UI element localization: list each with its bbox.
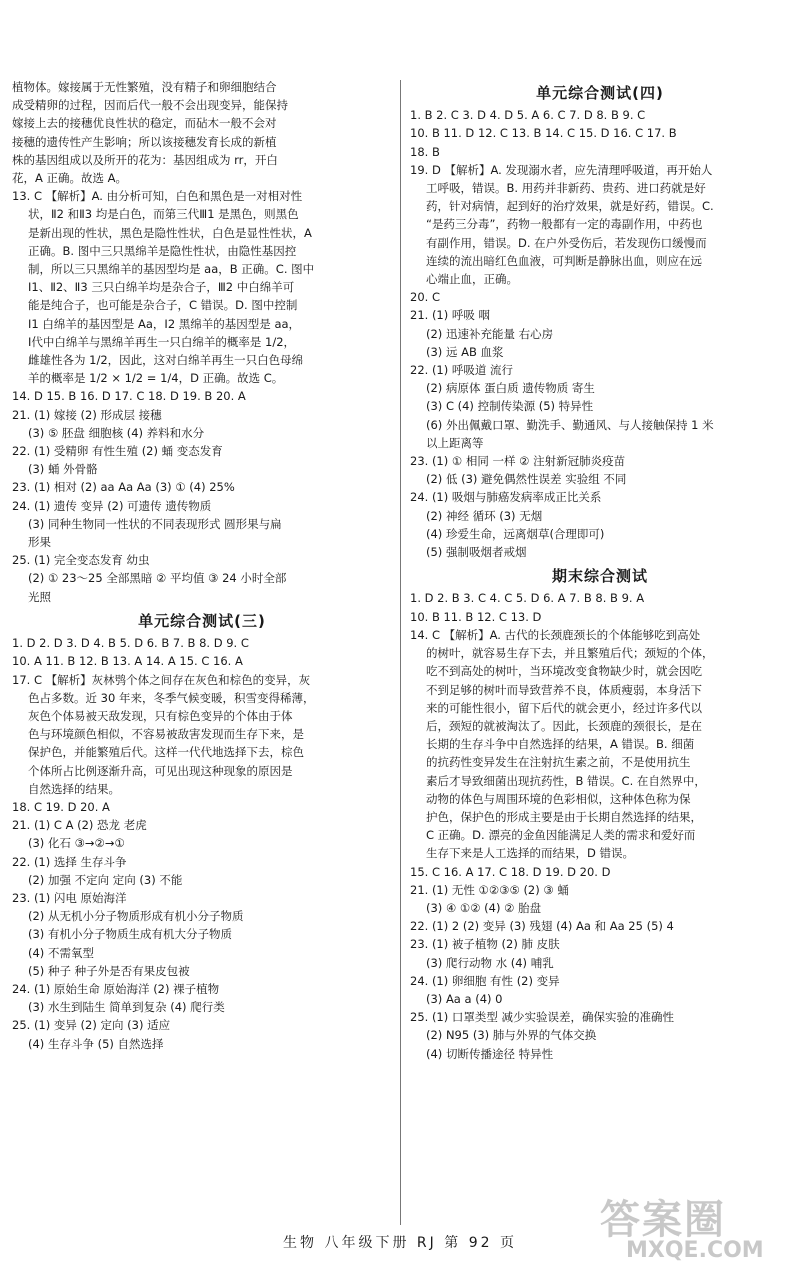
answer-line: (2) 加强 不定向 定向 (3) 不能 (28, 872, 183, 887)
answer-line: 24. (1) 遗传 变异 (2) 可遗传 遗传物质 (12, 498, 212, 513)
answer-line: 24. (1) 卵细胞 有性 (2) 变异 (410, 973, 560, 988)
answer-line: 25. (1) 口罩类型 减少实验误差，确保实验的准确性 (410, 1010, 675, 1025)
answer-line: Ⅰ1 白绵羊的基因型是 Aa，Ⅰ2 黑绵羊的基因型是 aa， (28, 316, 301, 331)
answer-line: C 正确。D. 漂亮的金鱼因能满足人类的需求和爱好而 (426, 828, 696, 843)
answer-line: 正确。B. 图中三只黑绵羊是隐性性状，由隐性基因控 (28, 243, 297, 258)
section-heading: 单元综合测试(四) (536, 84, 664, 102)
answer-line: 嫁接上去的接穗优良性状的稳定，而砧木一般不会对 (12, 116, 277, 131)
answer-line: 10. A 11. B 12. B 13. A 14. A 15. C 16. A (12, 654, 243, 669)
answer-line: (3) Aa a (4) 0 (426, 991, 503, 1006)
answer-line: 的树叶，就容易生存下去，并且繁殖后代；颈短的个体， (426, 646, 714, 661)
answer-line: (3) 同种生物同一性状的不同表现形式 圆形果与扁 (28, 516, 282, 531)
answer-line: Ⅰ1、Ⅱ2、Ⅱ3 三只白绵羊均是杂合子，Ⅲ2 中白绵羊可 (28, 280, 295, 295)
answer-line: 25. (1) 变异 (2) 定向 (3) 适应 (12, 1018, 171, 1033)
answer-line: 素后才导致细菌出现抗药性，B 错误。C. 在自然界中， (426, 773, 706, 788)
answer-line: 24. (1) 吸烟与肺癌发病率成正比关系 (410, 490, 602, 505)
answer-line: 15. C 16. A 17. C 18. D 19. D 20. D (410, 864, 611, 879)
answer-line: 21. (1) 无性 ①②③⑤ (2) ③ 蛹 (410, 882, 569, 897)
answer-line: 植物体。嫁接属于无性繁殖，没有精子和卵细胞结合 (12, 80, 277, 94)
answer-line: 21. (1) C A (2) 恐龙 老虎 (12, 818, 147, 833)
answer-line: 18. B (410, 144, 440, 159)
answer-line: 来的可能性很小，留下后代的就会更小，经过许多代以 (426, 700, 702, 715)
watermark-logo-text: 答案圈 (600, 1196, 726, 1243)
answer-line: 10. B 11. B 12. C 13. D (410, 609, 542, 624)
answer-line: 21. (1) 呼吸 咽 (410, 308, 491, 323)
answer-line: “是药三分毒”，药物一般都有一定的毒副作用，中药也 (426, 217, 703, 232)
answer-line: 动物的体色与周围环境的色彩相似，这种体色称为保 (426, 791, 691, 806)
left-column (12, 78, 392, 1053)
answer-line: (2) N95 (3) 肺与外界的气体交换 (426, 1028, 597, 1043)
answer-line: 个体所占比例逐渐升高，可见出现这种现象的原因是 (28, 763, 293, 778)
answer-line: (3) ④ ①② (4) ② 胎盘 (426, 900, 542, 915)
answer-line: (3) 有机小分子物质生成有机大分子物质 (28, 927, 232, 942)
answer-line: 1. D 2. D 3. D 4. B 5. D 6. B 7. B 8. D 9. C (12, 636, 249, 651)
answer-line: (4) 切断传播途径 特异性 (426, 1046, 554, 1061)
answer-line: 工呼吸，错误。B. 用药并非新药、贵药、进口药就是好 (426, 181, 706, 196)
answer-line: (3) 爬行动物 水 (4) 哺乳 (426, 955, 554, 970)
answer-line: 护色，保护色的形成主要是由于长期自然选择的结果， (426, 809, 702, 824)
answer-line: 状，Ⅱ2 和Ⅱ3 均是白色，而第三代Ⅲ1 是黑色，则黑色 (28, 207, 299, 222)
answer-line: 19. D 【解析】A. 发现溺水者，应先清理呼吸道，再开始人 (410, 162, 713, 177)
answer-line: 成受精卵的过程，因而后代一般不会出现变异，能保持 (12, 98, 288, 113)
watermark-logo (590, 1188, 790, 1268)
page-footer: 生物 八年级下册 RJ 第 92 页 (283, 1235, 517, 1251)
answer-line: 22. (1) 2 (2) 变异 (3) 残翅 (4) Aa 和 Aa 25 (5) 4 (410, 919, 674, 934)
answer-line: 23. (1) 相对 (2) aa Aa Aa (3) ① (4) 25% (12, 480, 235, 495)
answer-line: (2) 从无机小分子物质形成有机小分子物质 (28, 909, 244, 924)
answer-line: 色占多数。近 30 年来，冬季气候变暖，积雪变得稀薄， (28, 690, 315, 705)
answer-line: 有副作用，错误。D. 在户外受伤后，若发现伤口缓慢而 (426, 235, 707, 250)
answer-line: (3) 远 AB 血浆 (426, 344, 504, 359)
answer-line: (3) 水生到陆生 简单到复杂 (4) 爬行类 (28, 1000, 225, 1015)
answer-line: (5) 种子 种子外是否有果皮包被 (28, 963, 190, 978)
answer-line: 保护色，并能繁殖后代。这样一代代地选择下去，棕色 (28, 745, 304, 760)
answer-line: (3) C (4) 控制传染源 (5) 特异性 (426, 399, 594, 414)
answer-line: 羊的概率是 1/2 × 1/2 = 1/4，D 正确。故选 C。 (28, 371, 284, 386)
answer-line: 22. (1) 呼吸道 流行 (410, 363, 514, 378)
right-column (410, 78, 790, 1063)
answer-line: (5) 强制吸烟者戒烟 (426, 545, 527, 560)
answer-line: 25. (1) 完全变态发育 幼虫 (12, 553, 150, 568)
answer-line: 生存下来是人工选择的而结果，D 错误。 (426, 846, 635, 861)
answer-line: 14. D 15. B 16. D 17. C 18. D 19. B 20. A (12, 389, 246, 404)
answer-line: 光照 (28, 589, 51, 604)
answer-line: 形果 (28, 535, 51, 550)
answer-line: (2) 迅速补充能量 右心房 (426, 326, 554, 341)
answer-line: 制，所以三只黑绵羊的基因型均是 aa，B 正确。C. 图中 (28, 262, 315, 277)
answer-line: Ⅰ代中白绵羊与黑绵羊再生一只白绵羊的概率是 1/2， (28, 334, 296, 349)
answer-line: 1. D 2. B 3. C 4. C 5. D 6. A 7. B 8. B 9. A (410, 591, 645, 606)
answer-line: 22. (1) 受精卵 有性生殖 (2) 蛹 变态发育 (12, 444, 223, 459)
answer-line: 接穗的遗传性产生影响；所以该接穗发育长成的新植 (12, 134, 277, 149)
answer-line: 23. (1) ① 相同 一样 ② 注射新冠肺炎疫苗 (410, 454, 626, 469)
answer-line: 后，颈短的就被淘汰了。因此，长颈鹿的颈很长，是在 (426, 718, 702, 733)
answer-line: 灰色个体易被天敌发现，只有棕色变异的个体由于体 (28, 708, 293, 723)
answer-line: 10. B 11. D 12. C 13. B 14. C 15. D 16. C 17. B (410, 126, 677, 141)
answer-line: 23. (1) 闪电 原始海洋 (12, 890, 127, 905)
answer-line: 长期的生存斗争中自然选择的结果，A 错误。B. 细菌 (426, 737, 695, 752)
answer-line: 22. (1) 选择 生存斗争 (12, 854, 127, 869)
answer-line: 以上距离等 (426, 435, 484, 450)
answer-line: (2) 神经 循环 (3) 无烟 (426, 508, 543, 523)
answer-line: 18. C 19. D 20. A (12, 799, 110, 814)
answer-line: (4) 不需氧型 (28, 945, 94, 960)
section-heading: 单元综合测试(三) (138, 611, 266, 630)
answer-line: (3) 化石 ③→②→① (28, 836, 125, 851)
answer-line: 20. C (410, 290, 440, 305)
answer-line: (2) ① 23～25 全部黑暗 ② 平均值 ③ 24 小时全部 (28, 571, 287, 586)
answer-line: 心端止血，正确。 (426, 272, 518, 287)
answer-line: 14. C 【解析】A. 古代的长颈鹿颈长的个体能够吃到高处 (410, 627, 701, 642)
answer-line: 花，A 正确。故选 A。 (12, 171, 128, 186)
answer-line: (2) 低 (3) 避免偶然性误差 实验组 不同 (426, 472, 627, 487)
answer-line: (3) 蛹 外骨骼 (28, 462, 98, 477)
answer-line: 连续的流出暗红色血液，可判断是静脉出血，则应在远 (426, 253, 702, 268)
answer-line: 药，针对病情，起到好的治疗效果，就是好药，错误。C. (426, 199, 714, 214)
answer-line: (3) ⑤ 胚盘 细胞核 (4) 养料和水分 (28, 425, 205, 440)
answer-line: 自然选择的结果。 (28, 781, 120, 796)
answer-line: 21. (1) 嫁接 (2) 形成层 接穗 (12, 407, 162, 422)
answer-line: 13. C 【解析】A. 由分析可知，白色和黑色是一对相对性 (12, 189, 303, 204)
answer-line: 不到足够的树叶而导致营养不良，体质瘦弱，本身活下 (426, 682, 702, 697)
answer-line: (4) 生存斗争 (5) 自然选择 (28, 1036, 164, 1051)
column-divider (400, 80, 401, 1225)
answer-line: 的抗药性变异发生在注射抗生素之前，不是使用抗生 (426, 755, 691, 770)
answer-line: 株的基因组成以及所开的花为：基因组成为 rr，开白 (12, 152, 278, 167)
answer-line: (2) 病原体 蛋白质 遗传物质 寄生 (426, 381, 595, 396)
section-heading: 期末综合测试 (551, 567, 648, 586)
answer-line: 23. (1) 被子植物 (2) 肺 皮肤 (410, 937, 560, 952)
answer-line: 吃不到高处的树叶，当环境改变食物缺少时，就会因吃 (426, 664, 702, 679)
answer-line: 24. (1) 原始生命 原始海洋 (2) 裸子植物 (12, 981, 220, 996)
answer-line: (4) 珍爱生命，远离烟草(合理即可) (426, 526, 605, 541)
answer-line: 色与环境颜色相似，不容易被敌害发现而生存下来，是 (28, 727, 304, 742)
answer-line: 能是纯合子，也可能是杂合子，C 错误。D. 图中控制 (28, 298, 298, 313)
answer-line: 雌雄性各为 1/2，因此，这对白绵羊再生一只白色母绵 (28, 353, 304, 368)
answer-line: (6) 外出佩戴口罩、勤洗手、勤通风、与人接触保持 1 米 (426, 417, 714, 432)
answer-line: 1. B 2. C 3. D 4. D 5. A 6. C 7. D 8. B 9. C (410, 108, 646, 123)
answer-line: 是新出现的性状，黑色是隐性性状，白色是显性性状，A (28, 225, 312, 240)
watermark-site: MXQE.COM (626, 1238, 764, 1263)
answer-line: 17. C 【解析】灰林鸮个体之间存在灰色和棕色的变异，灰 (12, 672, 311, 687)
